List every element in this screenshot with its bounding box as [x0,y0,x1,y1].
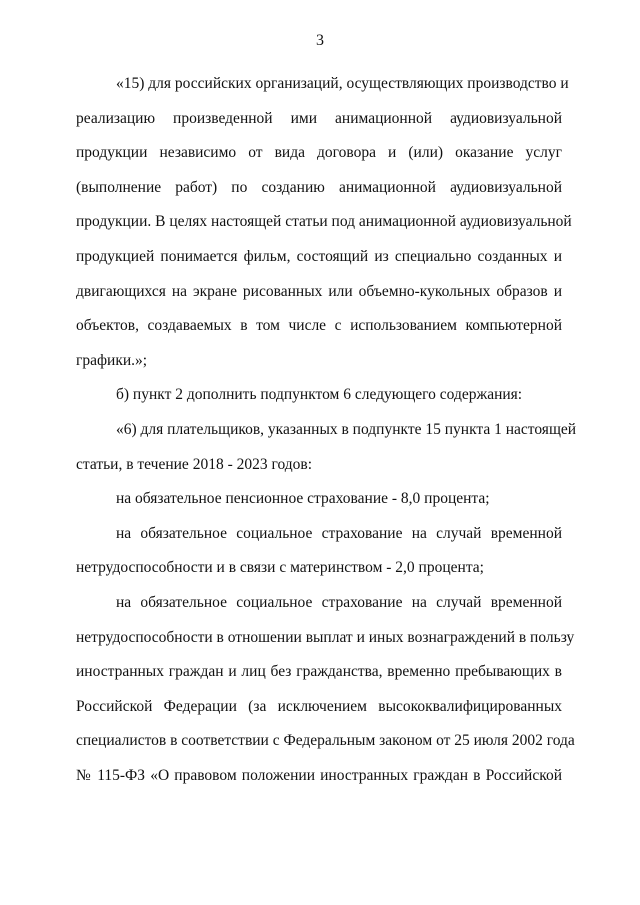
text-line: статьи, в течение 2018 - 2023 годов: [76,455,313,473]
text-line: иностранных граждан и лиц без гражданства, временно пребывающих в [76,663,562,681]
paragraph-social-insurance-foreigners [76,586,575,794]
text-line: на обязательное социальное страхование на случай временной [116,524,562,542]
text-line: б) пункт 2 дополнить подпунктом 6 следующего содержания: [116,386,523,404]
text-line: нетрудоспособности и в связи с материнством - 2,0 процента; [76,559,484,577]
text-line: Российской Федерации (за исключением высококвалифицированных [76,697,562,715]
text-line: специалистов в соответствии с Федеральным законом от 25 июля 2002 года [76,732,575,750]
text-line: продукции независимо от вида договора и (или) оказание услуг [76,144,562,162]
text-line: нетрудоспособности в отношении выплат и иных вознаграждений в пользу [76,628,575,646]
paragraph-15-animation-organizations [76,67,572,378]
text-line: объектов, создаваемых в том числе с использованием компьютерной [76,317,562,335]
text-line: «6) для плательщиков, указанных в подпункте 15 пункта 1 настоящей [116,420,577,438]
text-line: (выполнение работ) по созданию анимационной аудиовизуальной [76,178,562,196]
text-line: «15) для российских организаций, осуществляющих производство и [116,75,569,92]
text-line: графики.»; [76,351,148,369]
text-line: продукции. В целях настоящей статьи под анимационной аудиовизуальной [76,213,572,231]
paragraph-b-item-2 [76,378,562,413]
page-number: 3 [316,32,324,49]
document-body [76,67,577,793]
text-line: реализацию произведенной ими анимационной аудиовизуальной [76,109,562,127]
paragraph-pension-insurance [76,482,562,517]
text-line: продукцией понимается фильм, состоящий из специально созданных и [76,247,562,265]
text-line: на обязательное пенсионное страхование - 8,0 процента; [116,490,490,508]
text-line: № 115-ФЗ «О правовом положении иностранных граждан в Российской [76,766,562,784]
paragraph-social-insurance-maternity [76,517,562,586]
text-line: на обязательное социальное страхование на случай временной [116,593,562,611]
paragraph-6-payers [76,413,577,482]
text-line: двигающихся на экране рисованных или объемно-кукольных образов и [76,282,562,300]
